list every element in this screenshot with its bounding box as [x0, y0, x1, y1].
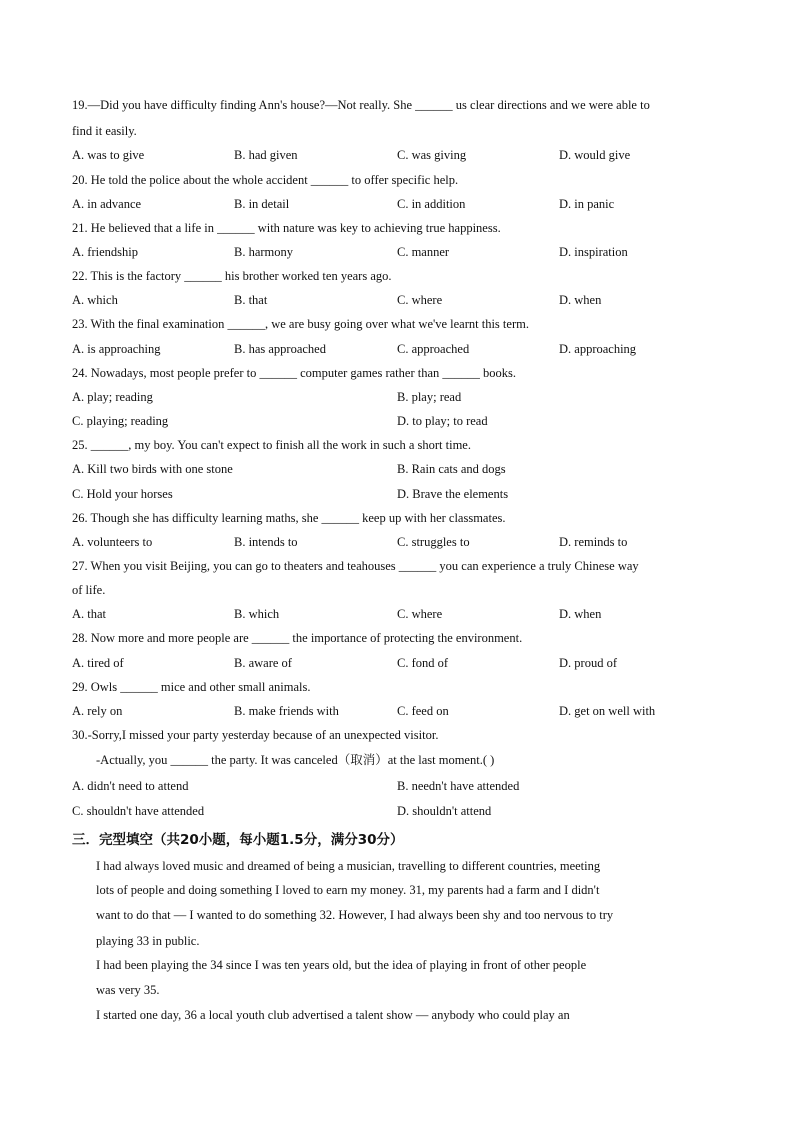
question-20-option-a[interactable]: A. in advance: [72, 197, 142, 211]
passage-line: was very 35.: [96, 983, 160, 997]
question-24-option-b[interactable]: B. play; read: [397, 390, 462, 404]
question-26-option-c[interactable]: C. struggles to: [397, 535, 470, 549]
question-28-option-d[interactable]: D. proud of: [559, 656, 617, 670]
question-24-option-c[interactable]: C. playing; reading: [72, 414, 169, 428]
question-19-option-b[interactable]: B. had given: [234, 148, 298, 162]
passage-line: I started one day, 36 a local youth club advertised a talent show — anybody who could play an: [96, 1008, 570, 1022]
question-23-option-d[interactable]: D. approaching: [559, 342, 637, 356]
question-30-stem: 30.-Sorry,I missed your party yesterday because of an unexpected visitor.: [72, 728, 439, 742]
question-23-option-c[interactable]: C. approached: [397, 342, 470, 356]
question-28-option-a[interactable]: A. tired of: [72, 656, 124, 670]
question-22-option-c[interactable]: C. where: [397, 293, 443, 307]
question-28-option-b[interactable]: B. aware of: [234, 656, 292, 670]
question-23-option-b[interactable]: B. has approached: [234, 342, 326, 356]
question-27-option-c[interactable]: C. where: [397, 607, 443, 621]
question-23-stem: 23. With the final examination ______, we are busy going over what we've learnt this term.: [72, 317, 529, 331]
question-25-option-c[interactable]: C. Hold your horses: [72, 487, 173, 501]
question-21-option-d[interactable]: D. inspiration: [559, 245, 628, 259]
question-25-option-a[interactable]: A. Kill two birds with one stone: [72, 462, 233, 476]
question-24-option-d[interactable]: D. to play; to read: [397, 414, 488, 428]
question-30-option-b[interactable]: B. needn't have attended: [397, 779, 520, 793]
question-30-stem-cont: -Actually, you ______ the party. It was canceled（取消）at the last moment.( ): [96, 753, 495, 767]
question-27-stem-cont: of life.: [72, 583, 106, 597]
question-26-stem: 26. Though she has difficulty learning maths, she ______ keep up with her classmates.: [72, 511, 506, 525]
question-21-stem: 21. He believed that a life in ______ with nature was key to achieving true happiness.: [72, 221, 501, 235]
passage-line: playing 33 in public.: [96, 934, 200, 948]
question-28-option-c[interactable]: C. fond of: [397, 656, 449, 670]
question-25-stem: 25. ______, my boy. You can't expect to finish all the work in such a short time.: [72, 438, 471, 452]
question-23-option-a[interactable]: A. is approaching: [72, 342, 161, 356]
passage-line: lots of people and doing something I loved to earn my money. 31, my parents had a farm and I didn't: [96, 883, 600, 897]
question-19-option-d[interactable]: D. would give: [559, 148, 631, 162]
question-21-option-c[interactable]: C. manner: [397, 245, 450, 259]
question-30-option-d[interactable]: D. shouldn't attend: [397, 804, 492, 818]
question-29-stem: 29. Owls ______ mice and other small animals.: [72, 680, 311, 694]
passage-line: want to do that — I wanted to do something 32. However, I had always been shy and too nervous to try: [96, 908, 614, 922]
question-20-option-c[interactable]: C. in addition: [397, 197, 466, 211]
question-26-option-a[interactable]: A. volunteers to: [72, 535, 153, 549]
passage-line: I had always loved music and dreamed of being a musician, travelling to different countries, meeting: [96, 859, 601, 873]
question-22-option-b[interactable]: B. that: [234, 293, 268, 307]
question-27-stem: 27. When you visit Beijing, you can go to theaters and teahouses ______ you can experience a truly Chinese way: [72, 559, 639, 573]
question-19-stem-cont: find it easily.: [72, 124, 137, 138]
question-19-option-a[interactable]: A. was to give: [72, 148, 145, 162]
question-27-option-a[interactable]: A. that: [72, 607, 107, 621]
passage-line: I had been playing the 34 since I was ten years old, but the idea of playing in front of other people: [96, 958, 587, 972]
question-29-option-c[interactable]: C. feed on: [397, 704, 449, 718]
question-19-stem: 19.—Did you have difficulty finding Ann's house?—Not really. She ______ us clear directions and we were able to: [72, 98, 650, 112]
question-28-stem: 28. Now more and more people are ______ the importance of protecting the environment.: [72, 631, 523, 645]
question-22-option-a[interactable]: A. which: [72, 293, 118, 307]
question-27-option-d[interactable]: D. when: [559, 607, 602, 621]
question-29-option-d[interactable]: D. get on well with: [559, 704, 656, 718]
question-19-option-c[interactable]: C. was giving: [397, 148, 467, 162]
question-22-option-d[interactable]: D. when: [559, 293, 602, 307]
question-27-option-b[interactable]: B. which: [234, 607, 280, 621]
question-20-option-b[interactable]: B. in detail: [234, 197, 290, 211]
question-26-option-d[interactable]: D. reminds to: [559, 535, 628, 549]
question-30-option-c[interactable]: C. shouldn't have attended: [72, 804, 205, 818]
question-29-option-b[interactable]: B. make friends with: [234, 704, 339, 718]
question-25-option-d[interactable]: D. Brave the elements: [397, 487, 509, 501]
question-26-option-b[interactable]: B. intends to: [234, 535, 298, 549]
question-24-option-a[interactable]: A. play; reading: [72, 390, 153, 404]
question-21-option-a[interactable]: A. friendship: [72, 245, 138, 259]
question-24-stem: 24. Nowadays, most people prefer to ______ computer games rather than ______ books.: [72, 366, 516, 380]
question-22-stem: 22. This is the factory ______ his brother worked ten years ago.: [72, 269, 392, 283]
question-20-option-d[interactable]: D. in panic: [559, 197, 615, 211]
question-20-stem: 20. He told the police about the whole accident ______ to offer specific help.: [72, 173, 459, 187]
question-29-option-a[interactable]: A. rely on: [72, 704, 123, 718]
section-title: 三．完型填空（共20小题，每小题1.5分，满分30分）: [72, 832, 404, 848]
question-30-option-a[interactable]: A. didn't need to attend: [72, 779, 189, 793]
question-25-option-b[interactable]: B. Rain cats and dogs: [397, 462, 506, 476]
question-21-option-b[interactable]: B. harmony: [234, 245, 294, 259]
